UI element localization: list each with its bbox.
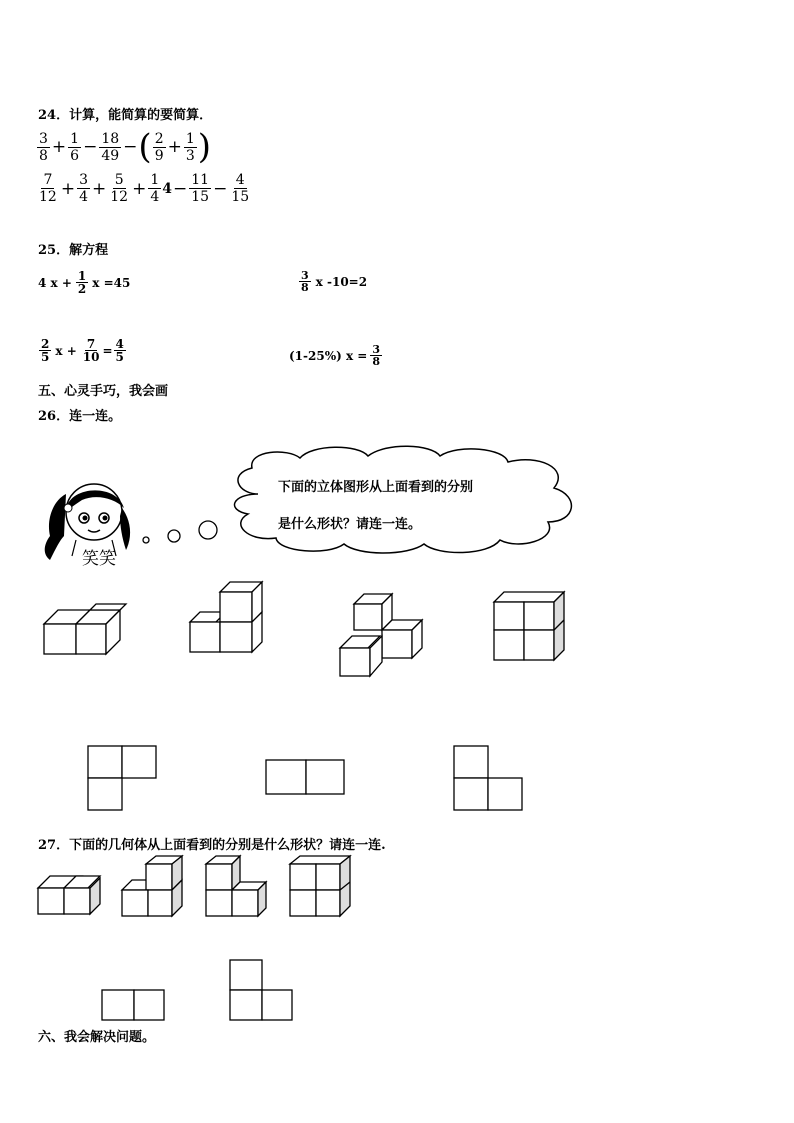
eq-text: x + bbox=[55, 343, 77, 358]
fraction: $\frac{1}{3}$ bbox=[185, 130, 195, 164]
solid-figure-4 bbox=[490, 590, 570, 664]
fraction: 3 8 bbox=[39, 130, 48, 164]
solid-figure-7 bbox=[204, 856, 270, 918]
q25-equation-4 bbox=[289, 344, 383, 367]
q24-title: 24．计算，能简算的要简算． bbox=[38, 108, 213, 123]
q25-title: 25．解方程 bbox=[38, 243, 109, 258]
fraction: $\frac{4}{15}$ bbox=[231, 172, 250, 205]
fraction: $\frac{3}{8}$ bbox=[372, 343, 381, 368]
top-view-shape-2 bbox=[264, 758, 348, 798]
q24-expression-2 bbox=[36, 172, 252, 205]
fraction: $\frac{5}{12}$ bbox=[110, 172, 129, 205]
q25-equation-1 bbox=[38, 270, 130, 295]
operator: + bbox=[167, 137, 182, 157]
thought-dots-icon bbox=[140, 518, 220, 548]
solid-figure-3 bbox=[336, 592, 430, 680]
top-view-shape-3 bbox=[452, 744, 526, 812]
top-view-shape-4 bbox=[100, 988, 168, 1024]
character-name: 笑笑 bbox=[82, 549, 116, 569]
eq-text: (1-25%) x = bbox=[289, 348, 368, 363]
q27-title: 27．下面的几何体从上面看到的分别是什么形状？请连一连. bbox=[38, 838, 386, 853]
operator: + bbox=[132, 178, 147, 199]
section-6-heading: 六、我会解决问题。 bbox=[38, 1030, 156, 1045]
left-paren: ( bbox=[138, 127, 152, 167]
fraction: $\frac{1}{4}$ bbox=[150, 172, 160, 205]
solid-figure-8 bbox=[288, 856, 354, 918]
fraction: $\frac{4}{5}$ bbox=[115, 337, 124, 364]
solid-figure-2 bbox=[186, 580, 266, 656]
right-paren: ) bbox=[197, 127, 212, 167]
bubble-text-line-1: 下面的立体图形从上面看到的分别 bbox=[278, 480, 474, 495]
fraction: 3 8 bbox=[301, 269, 309, 294]
fraction: $\frac{3}{4}$ bbox=[79, 172, 88, 205]
fraction: 2 5 bbox=[41, 337, 50, 364]
operator: + bbox=[92, 178, 107, 199]
operator: + bbox=[51, 137, 67, 157]
eq-text: 4 x + bbox=[38, 275, 72, 290]
fraction: $\frac{7}{10}$ bbox=[82, 337, 100, 364]
operator: − bbox=[213, 178, 228, 199]
operator: − bbox=[123, 137, 138, 157]
eq-text: x -10=2 bbox=[315, 274, 368, 289]
eq-text: x =45 bbox=[92, 275, 131, 290]
fraction: 7 12 bbox=[39, 172, 57, 205]
fraction: $\frac{11}{15}$ bbox=[191, 172, 210, 205]
fraction: 2 9 bbox=[154, 130, 164, 164]
operator: − bbox=[83, 137, 98, 157]
q25-equation-3 bbox=[38, 338, 127, 363]
solid-figure-1 bbox=[40, 596, 124, 658]
solid-figure-5 bbox=[36, 870, 102, 918]
fraction: $\frac{18}{49}$ bbox=[101, 130, 120, 164]
top-view-shape-1 bbox=[86, 744, 158, 812]
q24-expression-1 bbox=[36, 127, 212, 167]
q25-equation-2 bbox=[298, 270, 367, 293]
fraction: $\frac{1}{6}$ bbox=[70, 130, 80, 164]
top-view-shape-5 bbox=[228, 958, 296, 1024]
bubble-text-line-2: 是什么形状？请连一连。 bbox=[278, 517, 422, 532]
operator: + bbox=[60, 178, 76, 199]
solid-figure-6 bbox=[120, 856, 186, 918]
operator: − bbox=[173, 178, 188, 199]
eq-text: = bbox=[102, 343, 113, 358]
section-5-heading: 五、心灵手巧，我会画 bbox=[38, 384, 169, 399]
number: 4 bbox=[162, 180, 172, 197]
fraction: $\frac{1}{2}$ bbox=[77, 269, 87, 296]
thought-cloud-icon bbox=[218, 444, 582, 556]
q26-title: 26．连一连。 bbox=[38, 409, 122, 424]
